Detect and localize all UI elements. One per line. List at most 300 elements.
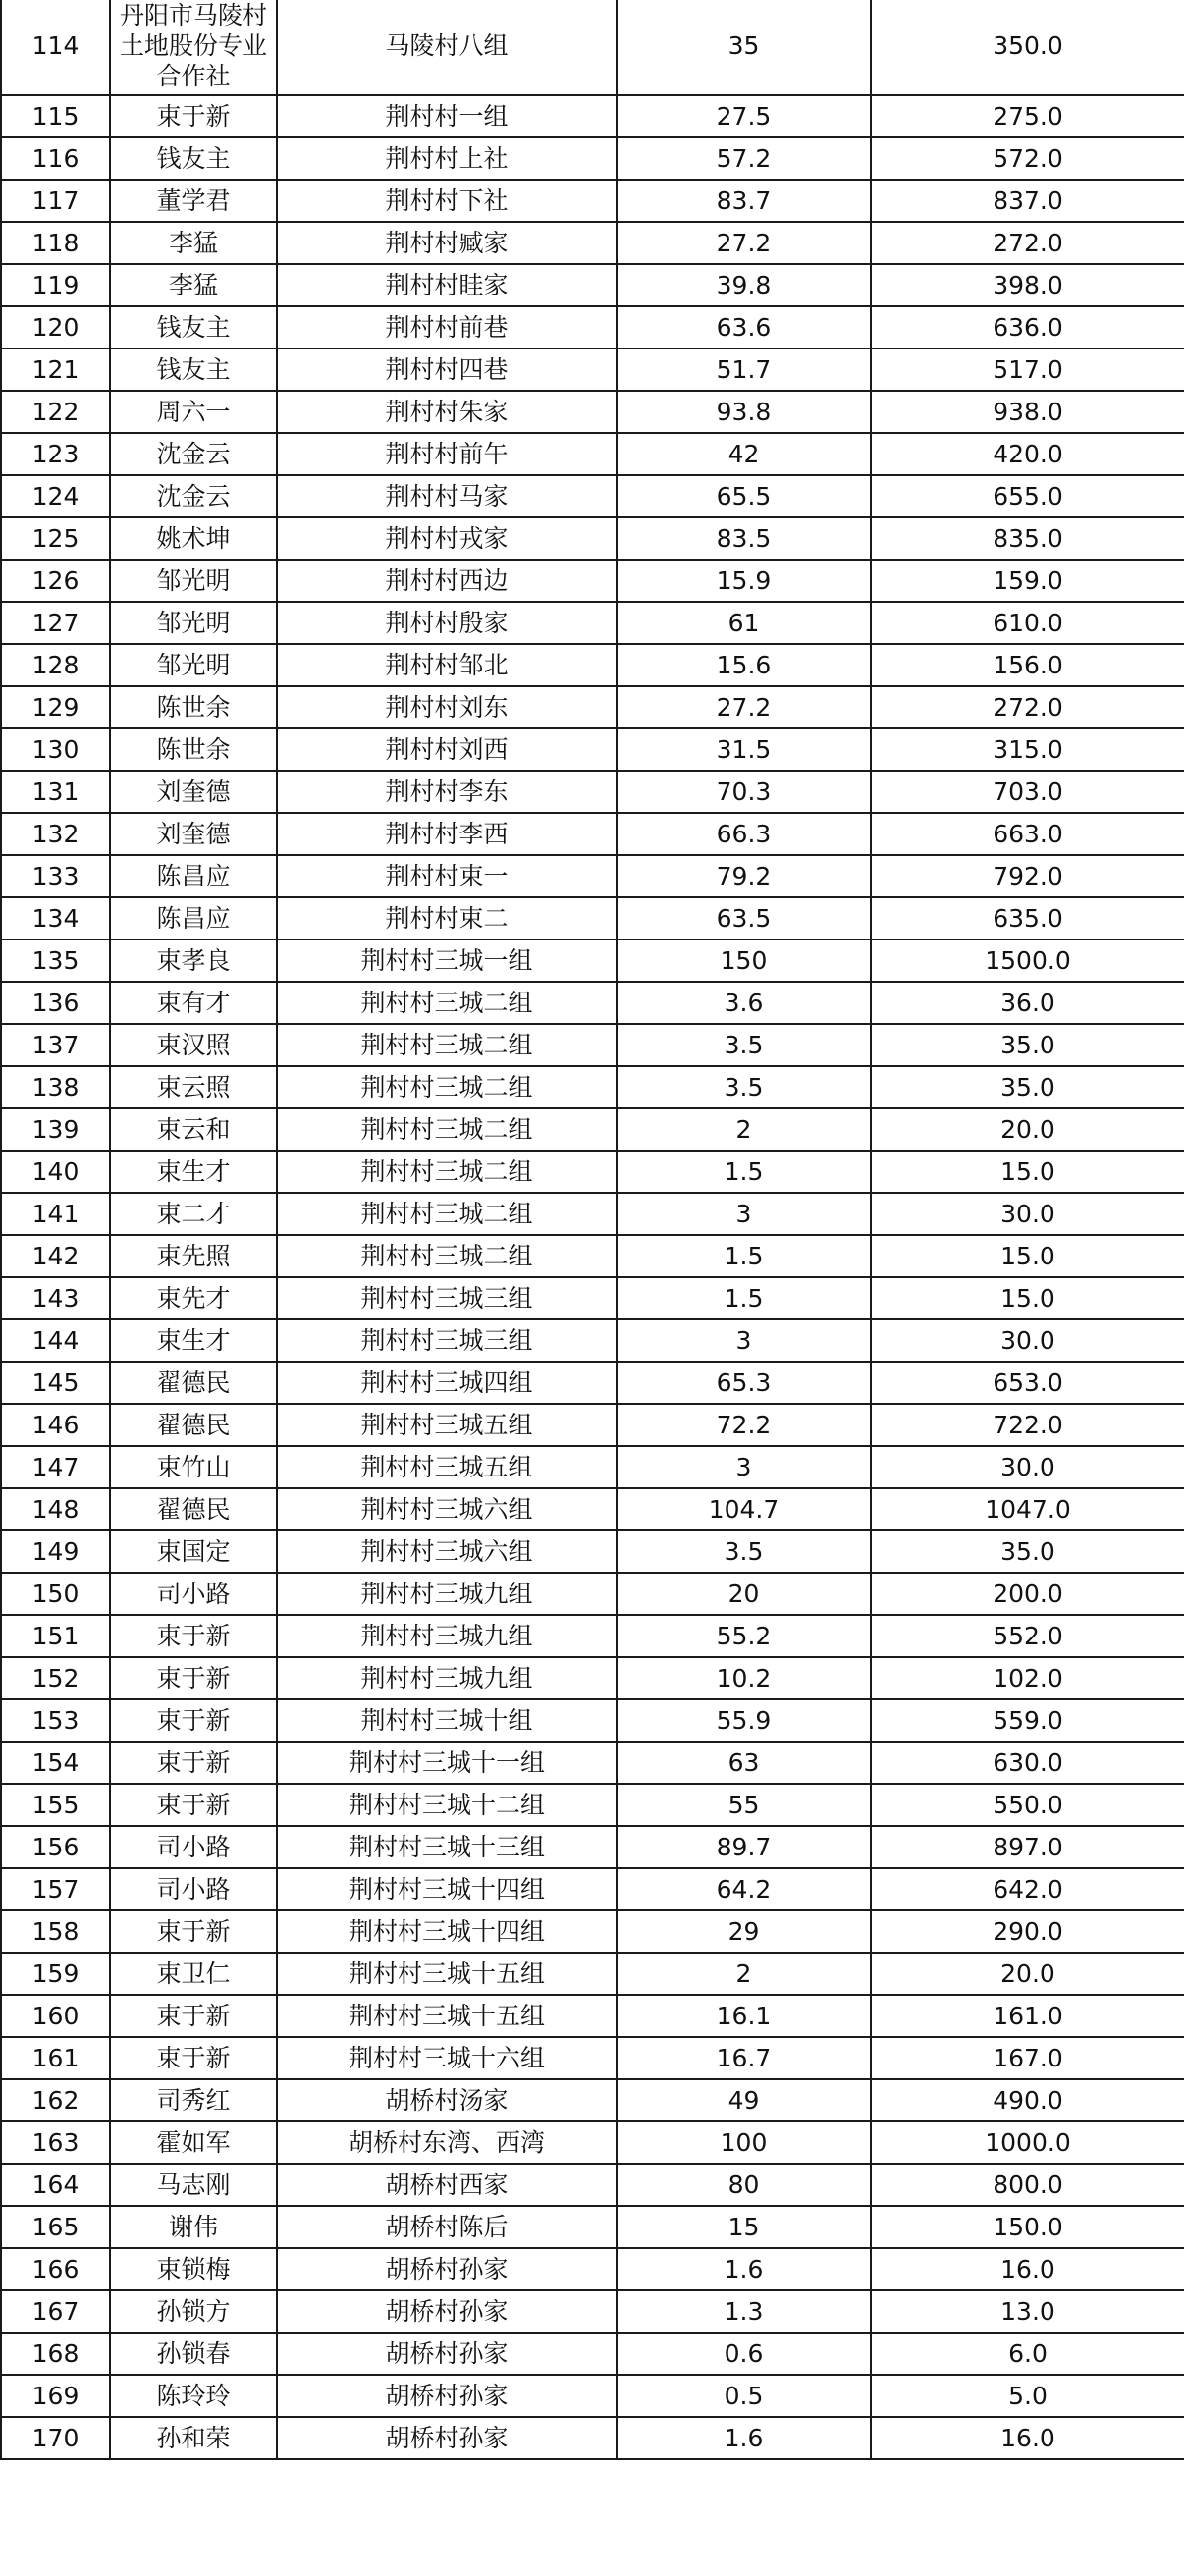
name-cell: 翟德民 [110,1362,277,1404]
amount-cell: 15.0 [871,1235,1184,1277]
amount-cell: 167.0 [871,2037,1184,2079]
row-number-cell: 167 [1,2290,110,2333]
location-cell: 胡桥村孙家 [277,2375,617,2417]
table-row [1,1910,1184,1953]
area-cell: 89.7 [617,1826,871,1868]
location-cell: 荆村村下社 [277,180,617,222]
row-number-cell: 153 [1,1699,110,1742]
name-cell: 刘奎德 [110,813,277,855]
row-number-cell: 140 [1,1151,110,1193]
row-number-cell: 123 [1,433,110,475]
location-cell: 荆村村上社 [277,137,617,180]
table-row [1,180,1184,222]
area-cell: 55.2 [617,1615,871,1657]
area-cell: 3 [617,1319,871,1362]
table-row [1,1362,1184,1404]
location-cell: 荆村村三城二组 [277,982,617,1024]
location-cell: 马陵村八组 [277,0,617,95]
name-cell: 束有才 [110,982,277,1024]
row-number-cell: 134 [1,897,110,939]
area-cell: 72.2 [617,1404,871,1446]
table-row [1,1657,1184,1699]
table-row [1,1277,1184,1319]
amount-cell: 517.0 [871,349,1184,391]
table-row [1,1826,1184,1868]
name-cell: 束于新 [110,2037,277,2079]
location-cell: 荆村村束二 [277,897,617,939]
table-row [1,2333,1184,2375]
row-number-cell: 119 [1,264,110,306]
row-number-cell: 136 [1,982,110,1024]
name-cell: 束于新 [110,1910,277,1953]
amount-cell: 16.0 [871,2248,1184,2290]
area-cell: 20 [617,1573,871,1615]
amount-cell: 490.0 [871,2079,1184,2121]
location-cell: 胡桥村东湾、西湾 [277,2121,617,2164]
row-number-cell: 120 [1,306,110,349]
area-cell: 1.3 [617,2290,871,2333]
location-cell: 荆村村李东 [277,771,617,813]
location-cell: 荆村村刘东 [277,686,617,728]
table-row [1,686,1184,728]
amount-cell: 156.0 [871,644,1184,686]
area-cell: 100 [617,2121,871,2164]
area-cell: 150 [617,939,871,982]
amount-cell: 642.0 [871,1868,1184,1910]
amount-cell: 938.0 [871,391,1184,433]
amount-cell: 35.0 [871,1066,1184,1108]
location-cell: 荆村村前巷 [277,306,617,349]
name-cell: 束生才 [110,1319,277,1362]
table-row [1,1742,1184,1784]
row-number-cell: 170 [1,2417,110,2459]
location-cell: 胡桥村孙家 [277,2417,617,2459]
table-row [1,2417,1184,2459]
name-cell: 姚术坤 [110,517,277,560]
row-number-cell: 164 [1,2164,110,2206]
area-cell: 63.6 [617,306,871,349]
row-number-cell: 163 [1,2121,110,2164]
name-cell: 谢伟 [110,2206,277,2248]
location-cell: 荆村村戎家 [277,517,617,560]
location-cell: 荆村村三城六组 [277,1488,617,1530]
area-cell: 63 [617,1742,871,1784]
name-cell: 马志刚 [110,2164,277,2206]
table-row [1,1151,1184,1193]
location-cell: 荆村村三城二组 [277,1193,617,1235]
area-cell: 1.5 [617,1235,871,1277]
area-cell: 15.9 [617,560,871,602]
row-number-cell: 169 [1,2375,110,2417]
row-number-cell: 148 [1,1488,110,1530]
location-cell: 荆村村刘西 [277,728,617,771]
row-number-cell: 124 [1,475,110,517]
amount-cell: 30.0 [871,1193,1184,1235]
amount-cell: 653.0 [871,1362,1184,1404]
table-row [1,517,1184,560]
name-cell: 董学君 [110,180,277,222]
row-number-cell: 147 [1,1446,110,1488]
row-number-cell: 130 [1,728,110,771]
table-row [1,1446,1184,1488]
row-number-cell: 145 [1,1362,110,1404]
location-cell: 荆村村朱家 [277,391,617,433]
area-cell: 1.6 [617,2248,871,2290]
amount-cell: 572.0 [871,137,1184,180]
table-row [1,2079,1184,2121]
amount-cell: 15.0 [871,1151,1184,1193]
area-cell: 51.7 [617,349,871,391]
table-row [1,1066,1184,1108]
amount-cell: 559.0 [871,1699,1184,1742]
amount-cell: 1047.0 [871,1488,1184,1530]
table-row [1,1319,1184,1362]
amount-cell: 102.0 [871,1657,1184,1699]
amount-cell: 5.0 [871,2375,1184,2417]
row-number-cell: 116 [1,137,110,180]
name-cell: 沈金云 [110,475,277,517]
row-number-cell: 117 [1,180,110,222]
table-row [1,95,1184,137]
name-cell: 司小路 [110,1826,277,1868]
row-number-cell: 129 [1,686,110,728]
location-cell: 胡桥村孙家 [277,2290,617,2333]
row-number-cell: 158 [1,1910,110,1953]
table-row [1,1699,1184,1742]
location-cell: 胡桥村陈后 [277,2206,617,2248]
name-cell: 束汉照 [110,1024,277,1066]
row-number-cell: 149 [1,1530,110,1573]
amount-cell: 635.0 [871,897,1184,939]
area-cell: 63.5 [617,897,871,939]
area-cell: 104.7 [617,1488,871,1530]
table-row [1,433,1184,475]
row-number-cell: 141 [1,1193,110,1235]
table-row [1,1193,1184,1235]
name-cell: 束二才 [110,1193,277,1235]
area-cell: 66.3 [617,813,871,855]
row-number-cell: 142 [1,1235,110,1277]
name-cell: 霍如军 [110,2121,277,2164]
location-cell: 荆村村西边 [277,560,617,602]
name-cell: 束于新 [110,1699,277,1742]
name-cell: 束卫仁 [110,1953,277,1995]
amount-cell: 630.0 [871,1742,1184,1784]
name-cell: 李猛 [110,264,277,306]
table-row [1,1573,1184,1615]
name-cell: 邹光明 [110,644,277,686]
area-cell: 83.5 [617,517,871,560]
location-cell: 荆村村三城十二组 [277,1784,617,1826]
table-row [1,1784,1184,1826]
location-cell: 荆村村三城二组 [277,1235,617,1277]
location-cell: 荆村村前午 [277,433,617,475]
name-cell: 司秀红 [110,2079,277,2121]
table-row [1,1868,1184,1910]
amount-cell: 200.0 [871,1573,1184,1615]
name-cell: 束生才 [110,1151,277,1193]
amount-cell: 552.0 [871,1615,1184,1657]
area-cell: 42 [617,433,871,475]
name-cell: 孙锁方 [110,2290,277,2333]
name-cell: 丹阳市马陵村土地股份专业合作社 [110,0,277,95]
amount-cell: 16.0 [871,2417,1184,2459]
area-cell: 2 [617,1953,871,1995]
location-cell: 荆村村三城五组 [277,1446,617,1488]
location-cell: 荆村村眭家 [277,264,617,306]
location-cell: 荆村村三城十五组 [277,1953,617,1995]
area-cell: 29 [617,1910,871,1953]
name-cell: 翟德民 [110,1488,277,1530]
amount-cell: 610.0 [871,602,1184,644]
row-number-cell: 162 [1,2079,110,2121]
area-cell: 55.9 [617,1699,871,1742]
location-cell: 荆村村殷家 [277,602,617,644]
amount-cell: 30.0 [871,1319,1184,1362]
name-cell: 陈昌应 [110,855,277,897]
name-cell: 陈玲玲 [110,2375,277,2417]
amount-cell: 15.0 [871,1277,1184,1319]
area-cell: 65.5 [617,475,871,517]
name-cell: 束先照 [110,1235,277,1277]
table-row [1,2164,1184,2206]
row-number-cell: 131 [1,771,110,813]
location-cell: 荆村村三城三组 [277,1277,617,1319]
row-number-cell: 144 [1,1319,110,1362]
row-number-cell: 166 [1,2248,110,2290]
amount-cell: 36.0 [871,982,1184,1024]
row-number-cell: 121 [1,349,110,391]
area-cell: 27.5 [617,95,871,137]
table-row [1,855,1184,897]
area-cell: 93.8 [617,391,871,433]
area-cell: 55 [617,1784,871,1826]
amount-cell: 272.0 [871,686,1184,728]
area-cell: 0.6 [617,2333,871,2375]
area-cell: 1.5 [617,1277,871,1319]
area-cell: 70.3 [617,771,871,813]
area-cell: 49 [617,2079,871,2121]
location-cell: 荆村村三城三组 [277,1319,617,1362]
name-cell: 钱友主 [110,349,277,391]
table-row [1,897,1184,939]
table-row [1,2290,1184,2333]
location-cell: 荆村村三城六组 [277,1530,617,1573]
row-number-cell: 168 [1,2333,110,2375]
row-number-cell: 133 [1,855,110,897]
name-cell: 钱友主 [110,306,277,349]
amount-cell: 800.0 [871,2164,1184,2206]
table-row [1,1108,1184,1151]
amount-cell: 420.0 [871,433,1184,475]
row-number-cell: 115 [1,95,110,137]
amount-cell: 550.0 [871,1784,1184,1826]
amount-cell: 636.0 [871,306,1184,349]
location-cell: 荆村村三城十六组 [277,2037,617,2079]
amount-cell: 6.0 [871,2333,1184,2375]
table-row [1,0,1184,95]
amount-cell: 161.0 [871,1995,1184,2037]
row-number-cell: 161 [1,2037,110,2079]
area-cell: 27.2 [617,686,871,728]
area-cell: 3.5 [617,1066,871,1108]
amount-cell: 35.0 [871,1530,1184,1573]
location-cell: 荆村村三城二组 [277,1151,617,1193]
table-row [1,2037,1184,2079]
area-cell: 39.8 [617,264,871,306]
name-cell: 束锁梅 [110,2248,277,2290]
table-row [1,1615,1184,1657]
area-cell: 15.6 [617,644,871,686]
name-cell: 束于新 [110,1995,277,2037]
row-number-cell: 150 [1,1573,110,1615]
table-row [1,2206,1184,2248]
area-cell: 64.2 [617,1868,871,1910]
amount-cell: 20.0 [871,1953,1184,1995]
area-cell: 79.2 [617,855,871,897]
row-number-cell: 139 [1,1108,110,1151]
location-cell: 荆村村三城九组 [277,1657,617,1699]
amount-cell: 13.0 [871,2290,1184,2333]
name-cell: 束先才 [110,1277,277,1319]
table-row [1,771,1184,813]
table-row [1,222,1184,264]
table-row [1,349,1184,391]
amount-cell: 290.0 [871,1910,1184,1953]
name-cell: 束竹山 [110,1446,277,1488]
area-cell: 16.1 [617,1995,871,2037]
row-number-cell: 122 [1,391,110,433]
location-cell: 荆村村三城九组 [277,1573,617,1615]
table-row [1,982,1184,1024]
amount-cell: 1500.0 [871,939,1184,982]
name-cell: 司小路 [110,1573,277,1615]
row-number-cell: 165 [1,2206,110,2248]
table-row [1,1488,1184,1530]
amount-cell: 655.0 [871,475,1184,517]
row-number-cell: 146 [1,1404,110,1446]
area-cell: 57.2 [617,137,871,180]
table-row [1,1235,1184,1277]
area-cell: 3.5 [617,1024,871,1066]
row-number-cell: 118 [1,222,110,264]
name-cell: 邹光明 [110,560,277,602]
row-number-cell: 152 [1,1657,110,1699]
amount-cell: 837.0 [871,180,1184,222]
row-number-cell: 154 [1,1742,110,1784]
row-number-cell: 156 [1,1826,110,1868]
name-cell: 束国定 [110,1530,277,1573]
table-body [1,0,1184,2459]
location-cell: 荆村村三城十三组 [277,1826,617,1868]
row-number-cell: 125 [1,517,110,560]
name-cell: 束于新 [110,1784,277,1826]
area-cell: 0.5 [617,2375,871,2417]
name-cell: 束云和 [110,1108,277,1151]
amount-cell: 398.0 [871,264,1184,306]
amount-cell: 315.0 [871,728,1184,771]
name-cell: 孙锁春 [110,2333,277,2375]
amount-cell: 35.0 [871,1024,1184,1066]
location-cell: 荆村村四巷 [277,349,617,391]
location-cell: 荆村村三城十四组 [277,1910,617,1953]
area-cell: 16.7 [617,2037,871,2079]
location-cell: 胡桥村西家 [277,2164,617,2206]
row-number-cell: 160 [1,1995,110,2037]
table-row [1,728,1184,771]
row-number-cell: 127 [1,602,110,644]
location-cell: 荆村村三城十四组 [277,1868,617,1910]
area-cell: 27.2 [617,222,871,264]
table-row [1,475,1184,517]
location-cell: 荆村村三城四组 [277,1362,617,1404]
table-row [1,137,1184,180]
table-row [1,813,1184,855]
location-cell: 胡桥村孙家 [277,2248,617,2290]
name-cell: 沈金云 [110,433,277,475]
location-cell: 荆村村李西 [277,813,617,855]
location-cell: 荆村村三城十五组 [277,1995,617,2037]
location-cell: 荆村村一组 [277,95,617,137]
amount-cell: 30.0 [871,1446,1184,1488]
amount-cell: 275.0 [871,95,1184,137]
area-cell: 15 [617,2206,871,2248]
area-cell: 31.5 [617,728,871,771]
table-row [1,1024,1184,1066]
table-row [1,939,1184,982]
area-cell: 3 [617,1193,871,1235]
area-cell: 80 [617,2164,871,2206]
table-row [1,2248,1184,2290]
row-number-cell: 135 [1,939,110,982]
table-row [1,306,1184,349]
row-number-cell: 114 [1,0,110,95]
name-cell: 陈世余 [110,686,277,728]
table-row [1,391,1184,433]
name-cell: 周六一 [110,391,277,433]
amount-cell: 792.0 [871,855,1184,897]
amount-cell: 350.0 [871,0,1184,95]
table-row [1,1530,1184,1573]
table-row [1,560,1184,602]
location-cell: 荆村村束一 [277,855,617,897]
row-number-cell: 138 [1,1066,110,1108]
amount-cell: 722.0 [871,1404,1184,1446]
location-cell: 胡桥村孙家 [277,2333,617,2375]
row-number-cell: 137 [1,1024,110,1066]
area-cell: 3 [617,1446,871,1488]
row-number-cell: 155 [1,1784,110,1826]
location-cell: 荆村村三城二组 [277,1024,617,1066]
location-cell: 荆村村三城九组 [277,1615,617,1657]
location-cell: 荆村村三城一组 [277,939,617,982]
area-cell: 35 [617,0,871,95]
area-cell: 1.6 [617,2417,871,2459]
amount-cell: 703.0 [871,771,1184,813]
name-cell: 邹光明 [110,602,277,644]
name-cell: 束于新 [110,1615,277,1657]
name-cell: 束云照 [110,1066,277,1108]
name-cell: 陈世余 [110,728,277,771]
location-cell: 荆村村邹北 [277,644,617,686]
location-cell: 荆村村三城五组 [277,1404,617,1446]
location-cell: 荆村村三城十组 [277,1699,617,1742]
location-cell: 荆村村三城二组 [277,1108,617,1151]
name-cell: 李猛 [110,222,277,264]
row-number-cell: 128 [1,644,110,686]
location-cell: 荆村村马家 [277,475,617,517]
area-cell: 3.6 [617,982,871,1024]
